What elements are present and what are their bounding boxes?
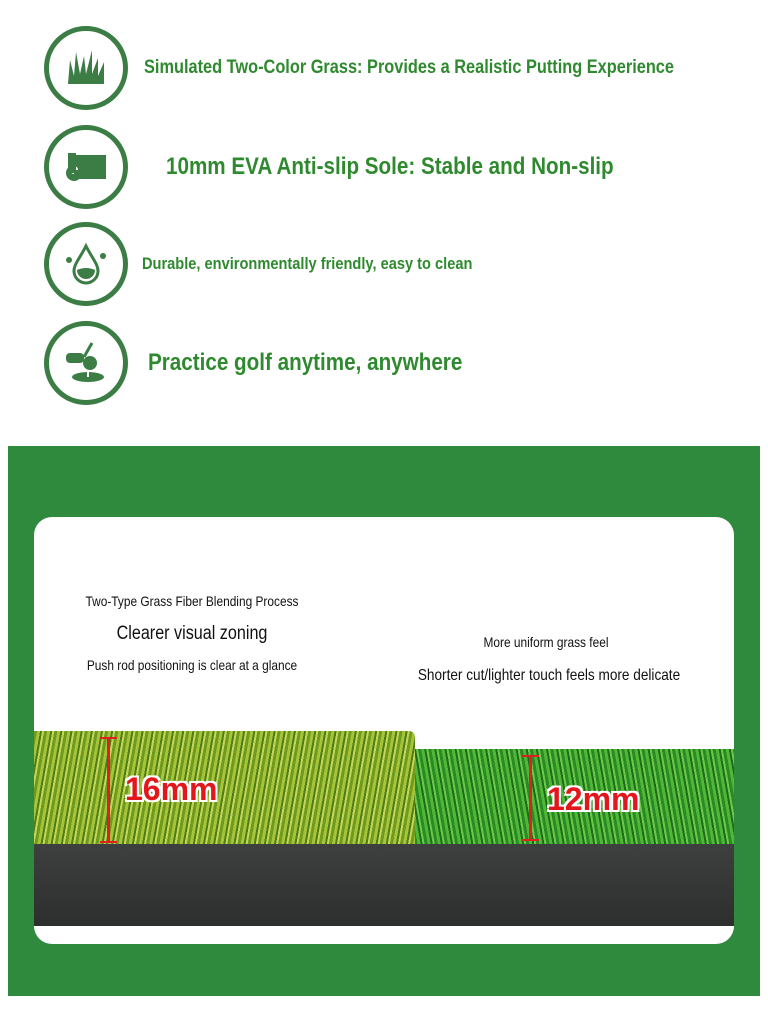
left-title: Two-Type Grass Fiber Blending Process <box>85 593 299 609</box>
eva-sole-base <box>34 844 734 926</box>
feature-row-sole <box>44 125 744 209</box>
feature-row-grass <box>44 26 744 110</box>
height-arrow-right <box>529 755 532 841</box>
grass-icon <box>44 26 128 110</box>
feature-text: Simulated Two-Color Grass: Provides a Realistic Putting Experience <box>144 57 674 78</box>
feature-text: Practice golf anytime, anywhere <box>148 349 463 376</box>
feature-text: 10mm EVA Anti-slip Sole: Stable and Non-slip <box>166 153 614 180</box>
feature-text: Durable, environmentally friendly, easy to clean <box>142 254 473 273</box>
left-heading: Clearer visual zoning <box>116 623 268 644</box>
feature-row-durable <box>44 222 744 306</box>
long-grass-section <box>34 731 415 847</box>
left-height-label: 16mm <box>125 771 218 807</box>
golf-club-ball-icon <box>44 321 128 405</box>
comparison-card <box>34 517 734 944</box>
water-drop-icon <box>44 222 128 306</box>
comparison-panel <box>8 446 760 996</box>
left-subtitle: Push rod positioning is clear at a glance <box>86 657 298 673</box>
feature-row-practice <box>44 321 744 405</box>
height-arrow-left <box>107 737 110 843</box>
right-height-label: 12mm <box>547 781 640 817</box>
right-title: More uniform grass feel <box>483 634 609 650</box>
right-subtitle: Shorter cut/lighter touch feels more delicate <box>417 667 681 684</box>
rolled-mat-icon <box>44 125 128 209</box>
